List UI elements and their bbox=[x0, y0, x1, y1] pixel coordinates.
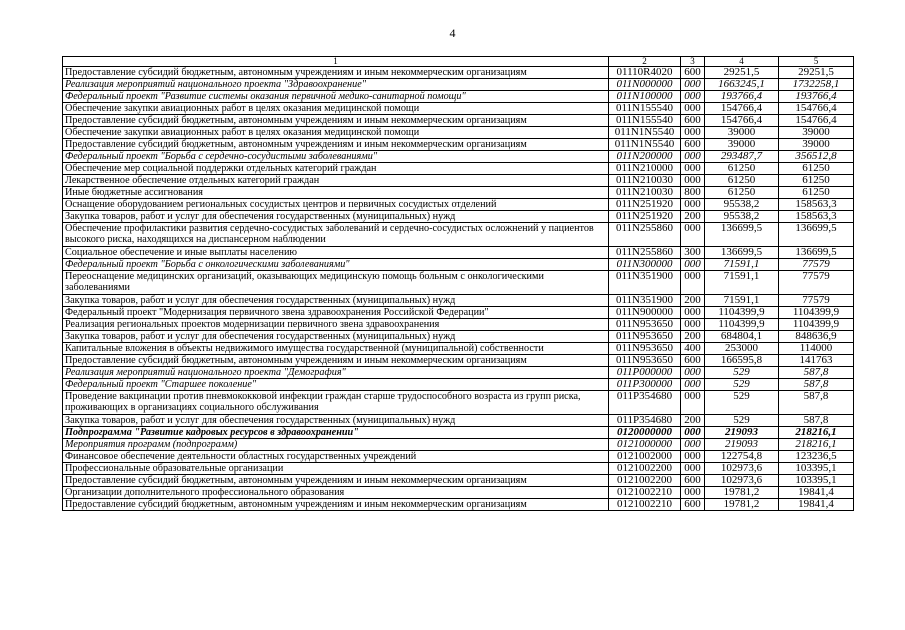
row-value-2023-cell: 103395,1 bbox=[779, 463, 854, 475]
table-row bbox=[63, 499, 854, 511]
row-code-cell: 011N251920 bbox=[609, 199, 681, 211]
row-name-cell: Реализация мероприятий национального проекта "Здравоохранение" bbox=[63, 79, 609, 91]
table-row bbox=[63, 127, 854, 139]
row-type-cell: 400 bbox=[681, 343, 705, 355]
table-row bbox=[63, 427, 854, 439]
table-body bbox=[63, 67, 854, 511]
row-value-2023-cell: 39000 bbox=[779, 139, 854, 151]
table-row bbox=[63, 259, 854, 271]
row-code-cell: 011N351900 bbox=[609, 271, 681, 295]
row-type-cell: 000 bbox=[681, 451, 705, 463]
table-row bbox=[63, 187, 854, 199]
row-type-cell: 000 bbox=[681, 151, 705, 163]
row-name-cell: Иные бюджетные ассигнования bbox=[63, 187, 609, 199]
row-type-cell: 600 bbox=[681, 115, 705, 127]
table-row bbox=[63, 475, 854, 487]
row-code-cell: 011P354680 bbox=[609, 415, 681, 427]
row-value-2022-cell: 529 bbox=[705, 379, 779, 391]
row-type-cell: 000 bbox=[681, 427, 705, 439]
table-row bbox=[63, 199, 854, 211]
row-value-2022-cell: 219093 bbox=[705, 427, 779, 439]
row-code-cell: 0121002200 bbox=[609, 463, 681, 475]
row-type-cell: 000 bbox=[681, 463, 705, 475]
row-code-cell: 011N155540 bbox=[609, 103, 681, 115]
row-type-cell: 000 bbox=[681, 259, 705, 271]
row-type-cell: 000 bbox=[681, 79, 705, 91]
row-name-cell: Капитальные вложения в объекты недвижимого имущества государственной (муниципальной) собственности bbox=[63, 343, 609, 355]
table-row bbox=[63, 103, 854, 115]
row-value-2022-cell: 1104399,9 bbox=[705, 319, 779, 331]
row-type-cell: 600 bbox=[681, 139, 705, 151]
row-type-cell: 000 bbox=[681, 127, 705, 139]
row-value-2022-cell: 1104399,9 bbox=[705, 307, 779, 319]
table-row bbox=[63, 223, 854, 247]
row-value-2022-cell: 61250 bbox=[705, 175, 779, 187]
row-type-cell: 200 bbox=[681, 415, 705, 427]
row-value-2022-cell: 61250 bbox=[705, 187, 779, 199]
row-value-2022-cell: 193766,4 bbox=[705, 91, 779, 103]
row-value-2023-cell: 77579 bbox=[779, 259, 854, 271]
table-row bbox=[63, 211, 854, 223]
row-value-2023-cell: 61250 bbox=[779, 175, 854, 187]
row-value-2022-cell: 19781,2 bbox=[705, 499, 779, 511]
row-name-cell: Закупка товаров, работ и услуг для обеспечения государственных (муниципальных) нужд bbox=[63, 295, 609, 307]
row-type-cell: 000 bbox=[681, 439, 705, 451]
row-type-cell: 000 bbox=[681, 487, 705, 499]
row-value-2023-cell: 587,8 bbox=[779, 415, 854, 427]
row-value-2022-cell: 29251,5 bbox=[705, 67, 779, 79]
row-name-cell: Оснащение оборудованием региональных сосудистых центров и первичных сосудистых отделений bbox=[63, 199, 609, 211]
row-code-cell: 011N953650 bbox=[609, 319, 681, 331]
row-code-cell: 011N300000 bbox=[609, 259, 681, 271]
row-code-cell: 011P354680 bbox=[609, 391, 681, 415]
row-name-cell: Обеспечение профилактики развития сердечно-сосудистых заболеваний и сердечно-сосудистых осложнений у пациентов высокого риска, находящихся на диспансерном наблюдении bbox=[63, 223, 609, 247]
row-value-2023-cell: 1104399,9 bbox=[779, 319, 854, 331]
table-row bbox=[63, 307, 854, 319]
row-type-cell: 600 bbox=[681, 499, 705, 511]
row-value-2022-cell: 71591,1 bbox=[705, 259, 779, 271]
row-value-2023-cell: 158563,3 bbox=[779, 199, 854, 211]
row-value-2023-cell: 39000 bbox=[779, 127, 854, 139]
row-type-cell: 000 bbox=[681, 199, 705, 211]
row-code-cell: 011N953650 bbox=[609, 355, 681, 367]
row-name-cell: Обеспечение мер социальной поддержки отдельных категорий граждан bbox=[63, 163, 609, 175]
row-name-cell: Федеральный проект "Борьба с сердечно-сосудистыми заболеваниями" bbox=[63, 151, 609, 163]
row-code-cell: 011P000000 bbox=[609, 367, 681, 379]
row-value-2023-cell: 1732258,1 bbox=[779, 79, 854, 91]
row-name-cell: Федеральный проект "Борьба с онкологическими заболеваниями" bbox=[63, 259, 609, 271]
row-type-cell: 600 bbox=[681, 475, 705, 487]
row-value-2023-cell: 154766,4 bbox=[779, 115, 854, 127]
header-col-3: 3 bbox=[681, 57, 705, 67]
row-type-cell: 000 bbox=[681, 379, 705, 391]
row-value-2022-cell: 71591,1 bbox=[705, 295, 779, 307]
row-value-2023-cell: 218216,1 bbox=[779, 439, 854, 451]
row-type-cell: 000 bbox=[681, 367, 705, 379]
row-type-cell: 800 bbox=[681, 187, 705, 199]
row-code-cell: 0121002210 bbox=[609, 499, 681, 511]
row-code-cell: 011N100000 bbox=[609, 91, 681, 103]
row-value-2022-cell: 61250 bbox=[705, 163, 779, 175]
row-name-cell: Лекарственное обеспечение отдельных категорий граждан bbox=[63, 175, 609, 187]
row-type-cell: 000 bbox=[681, 91, 705, 103]
row-type-cell: 000 bbox=[681, 271, 705, 295]
table-row bbox=[63, 163, 854, 175]
row-value-2022-cell: 39000 bbox=[705, 139, 779, 151]
row-type-cell: 000 bbox=[681, 163, 705, 175]
header-col-1: 1 bbox=[63, 57, 609, 67]
row-value-2023-cell: 587,8 bbox=[779, 367, 854, 379]
row-name-cell: Закупка товаров, работ и услуг для обеспечения государственных (муниципальных) нужд bbox=[63, 331, 609, 343]
row-type-cell: 600 bbox=[681, 355, 705, 367]
table-row bbox=[63, 139, 854, 151]
row-value-2023-cell: 114000 bbox=[779, 343, 854, 355]
row-value-2022-cell: 684804,1 bbox=[705, 331, 779, 343]
row-value-2022-cell: 95538,2 bbox=[705, 211, 779, 223]
row-value-2023-cell: 587,8 bbox=[779, 379, 854, 391]
row-code-cell: 011N351900 bbox=[609, 295, 681, 307]
page-number: 4 bbox=[449, 26, 456, 40]
row-name-cell: Проведение вакцинации против пневмококковой инфекции граждан старше трудоспособного возраста из групп риска, проживающих в организациях социального обслуживания bbox=[63, 391, 609, 415]
row-code-cell: 011N953650 bbox=[609, 331, 681, 343]
row-code-cell: 011P300000 bbox=[609, 379, 681, 391]
row-value-2022-cell: 102973,6 bbox=[705, 463, 779, 475]
table-row bbox=[63, 271, 854, 295]
row-code-cell: 011N155540 bbox=[609, 115, 681, 127]
row-value-2022-cell: 154766,4 bbox=[705, 115, 779, 127]
row-code-cell: 0120000000 bbox=[609, 427, 681, 439]
row-value-2023-cell: 136699,5 bbox=[779, 223, 854, 247]
row-code-cell: 0121002210 bbox=[609, 487, 681, 499]
budget-table bbox=[62, 56, 854, 511]
row-name-cell: Социальное обеспечение и иные выплаты населению bbox=[63, 247, 609, 259]
row-value-2023-cell: 19841,4 bbox=[779, 499, 854, 511]
row-name-cell: Профессиональные образовательные организации bbox=[63, 463, 609, 475]
row-name-cell: Подпрограмма "Развитие кадровых ресурсов в здравоохранении" bbox=[63, 427, 609, 439]
row-code-cell: 011N953650 bbox=[609, 343, 681, 355]
row-name-cell: Закупка товаров, работ и услуг для обеспечения государственных (муниципальных) нужд bbox=[63, 415, 609, 427]
table-row bbox=[63, 367, 854, 379]
row-type-cell: 000 bbox=[681, 319, 705, 331]
row-value-2023-cell: 123236,5 bbox=[779, 451, 854, 463]
header-col-2: 2 bbox=[609, 57, 681, 67]
row-value-2023-cell: 154766,4 bbox=[779, 103, 854, 115]
row-value-2023-cell: 141763 bbox=[779, 355, 854, 367]
table-row bbox=[63, 487, 854, 499]
row-name-cell: Реализация мероприятий национального проекта "Демография" bbox=[63, 367, 609, 379]
table-row bbox=[63, 451, 854, 463]
row-name-cell: Реализация региональных проектов модернизации первичного звена здравоохранения bbox=[63, 319, 609, 331]
row-name-cell: Обеспечение закупки авиационных работ в целях оказания медицинской помощи bbox=[63, 103, 609, 115]
row-code-cell: 0121002200 bbox=[609, 475, 681, 487]
row-value-2023-cell: 587,8 bbox=[779, 391, 854, 415]
row-name-cell: Закупка товаров, работ и услуг для обеспечения государственных (муниципальных) нужд bbox=[63, 211, 609, 223]
table-row bbox=[63, 439, 854, 451]
header-col-5: 5 bbox=[779, 57, 854, 67]
row-name-cell: Предоставление субсидий бюджетным, автономным учреждениям и иным некоммерческим организациям bbox=[63, 355, 609, 367]
row-code-cell: 011N255860 bbox=[609, 247, 681, 259]
row-type-cell: 000 bbox=[681, 307, 705, 319]
row-type-cell: 000 bbox=[681, 223, 705, 247]
row-value-2023-cell: 29251,5 bbox=[779, 67, 854, 79]
row-value-2023-cell: 136699,5 bbox=[779, 247, 854, 259]
row-code-cell: 011N210030 bbox=[609, 175, 681, 187]
row-code-cell: 011N210000 bbox=[609, 163, 681, 175]
row-value-2022-cell: 102973,6 bbox=[705, 475, 779, 487]
row-value-2023-cell: 158563,3 bbox=[779, 211, 854, 223]
row-type-cell: 200 bbox=[681, 211, 705, 223]
table-row bbox=[63, 175, 854, 187]
row-name-cell: Федеральный проект "Модернизация первичного звена здравоохранения Российской Федерации" bbox=[63, 307, 609, 319]
table-row bbox=[63, 79, 854, 91]
table-row bbox=[63, 295, 854, 307]
row-name-cell: Обеспечение закупки авиационных работ в целях оказания медицинской помощи bbox=[63, 127, 609, 139]
row-value-2023-cell: 19841,4 bbox=[779, 487, 854, 499]
row-code-cell: 011N251920 bbox=[609, 211, 681, 223]
row-value-2022-cell: 95538,2 bbox=[705, 199, 779, 211]
row-code-cell: 011N000000 bbox=[609, 79, 681, 91]
row-value-2022-cell: 529 bbox=[705, 367, 779, 379]
row-type-cell: 300 bbox=[681, 247, 705, 259]
row-code-cell: 01110R4020 bbox=[609, 67, 681, 79]
table-row bbox=[63, 67, 854, 79]
row-value-2022-cell: 166595,8 bbox=[705, 355, 779, 367]
row-name-cell: Мероприятия программ (подпрограмм) bbox=[63, 439, 609, 451]
table-row bbox=[63, 115, 854, 127]
table-row bbox=[63, 415, 854, 427]
row-value-2022-cell: 253000 bbox=[705, 343, 779, 355]
row-value-2023-cell: 61250 bbox=[779, 163, 854, 175]
row-value-2023-cell: 356512,8 bbox=[779, 151, 854, 163]
row-value-2022-cell: 122754,8 bbox=[705, 451, 779, 463]
row-name-cell: Предоставление субсидий бюджетным, автономным учреждениям и иным некоммерческим организациям bbox=[63, 115, 609, 127]
row-value-2022-cell: 219093 bbox=[705, 439, 779, 451]
table-row bbox=[63, 355, 854, 367]
row-value-2023-cell: 848636,9 bbox=[779, 331, 854, 343]
row-value-2022-cell: 293487,7 bbox=[705, 151, 779, 163]
row-type-cell: 000 bbox=[681, 391, 705, 415]
row-name-cell: Предоставление субсидий бюджетным, автономным учреждениям и иным некоммерческим организациям bbox=[63, 499, 609, 511]
table-row bbox=[63, 331, 854, 343]
row-value-2023-cell: 218216,1 bbox=[779, 427, 854, 439]
row-value-2023-cell: 77579 bbox=[779, 295, 854, 307]
row-name-cell: Предоставление субсидий бюджетным, автономным учреждениям и иным некоммерческим организациям bbox=[63, 139, 609, 151]
row-code-cell: 0121000000 bbox=[609, 439, 681, 451]
row-value-2022-cell: 71591,1 bbox=[705, 271, 779, 295]
table-row bbox=[63, 91, 854, 103]
row-value-2022-cell: 1663245,1 bbox=[705, 79, 779, 91]
table-row bbox=[63, 463, 854, 475]
row-value-2022-cell: 136699,5 bbox=[705, 223, 779, 247]
row-code-cell: 011N200000 bbox=[609, 151, 681, 163]
row-type-cell: 600 bbox=[681, 67, 705, 79]
row-name-cell: Федеральный проект "Развитие системы оказания первичной медико-санитарной помощи" bbox=[63, 91, 609, 103]
row-code-cell: 011N1N5540 bbox=[609, 127, 681, 139]
row-type-cell: 200 bbox=[681, 331, 705, 343]
table-row bbox=[63, 391, 854, 415]
header-col-4: 4 bbox=[705, 57, 779, 67]
row-name-cell: Предоставление субсидий бюджетным, автономным учреждениям и иным некоммерческим организациям bbox=[63, 475, 609, 487]
row-code-cell: 011N255860 bbox=[609, 223, 681, 247]
row-value-2022-cell: 39000 bbox=[705, 127, 779, 139]
table-row bbox=[63, 319, 854, 331]
row-value-2023-cell: 77579 bbox=[779, 271, 854, 295]
row-value-2023-cell: 61250 bbox=[779, 187, 854, 199]
row-name-cell: Переоснащение медицинских организаций, оказывающих медицинскую помощь больным с онкологическими заболеваниями bbox=[63, 271, 609, 295]
row-name-cell: Финансовое обеспечение деятельности областных государственных учреждений bbox=[63, 451, 609, 463]
row-value-2022-cell: 529 bbox=[705, 391, 779, 415]
header-row bbox=[63, 57, 854, 67]
table-row bbox=[63, 247, 854, 259]
row-type-cell: 000 bbox=[681, 175, 705, 187]
row-type-cell: 000 bbox=[681, 103, 705, 115]
table-row bbox=[63, 343, 854, 355]
row-value-2023-cell: 103395,1 bbox=[779, 475, 854, 487]
row-value-2023-cell: 1104399,9 bbox=[779, 307, 854, 319]
table-row bbox=[63, 151, 854, 163]
row-code-cell: 011N1N5540 bbox=[609, 139, 681, 151]
row-value-2022-cell: 529 bbox=[705, 415, 779, 427]
row-value-2022-cell: 19781,2 bbox=[705, 487, 779, 499]
row-type-cell: 200 bbox=[681, 295, 705, 307]
row-value-2023-cell: 193766,4 bbox=[779, 91, 854, 103]
row-code-cell: 011N900000 bbox=[609, 307, 681, 319]
row-code-cell: 011N210030 bbox=[609, 187, 681, 199]
row-value-2022-cell: 154766,4 bbox=[705, 103, 779, 115]
row-value-2022-cell: 136699,5 bbox=[705, 247, 779, 259]
row-name-cell: Предоставление субсидий бюджетным, автономным учреждениям и иным некоммерческим организациям bbox=[63, 67, 609, 79]
row-name-cell: Организации дополнительного профессионального образования bbox=[63, 487, 609, 499]
row-code-cell: 0121002000 bbox=[609, 451, 681, 463]
row-name-cell: Федеральный проект "Старшее поколение" bbox=[63, 379, 609, 391]
table-row bbox=[63, 379, 854, 391]
